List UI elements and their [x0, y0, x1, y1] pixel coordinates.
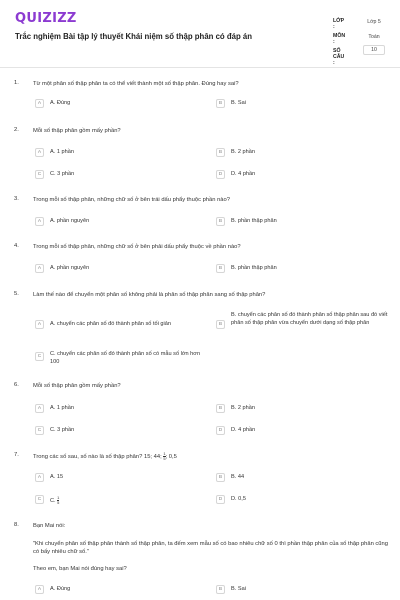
option-text: B. phần thập phân	[231, 218, 277, 224]
option-letter: B	[216, 148, 225, 157]
question-text-before: Trong các số sau, số nào là số thập phân? 15; 44;	[33, 454, 162, 461]
option-letter: A	[35, 585, 44, 594]
option-letter: A	[35, 473, 44, 482]
header-divider	[0, 67, 400, 68]
option-letter: A	[35, 264, 44, 273]
option-letter: A	[35, 404, 44, 413]
option-letter: C	[35, 426, 44, 435]
question-text: Mỗi số thập phân gồm mấy phần?	[33, 383, 121, 389]
meta-count-label: SỐ CÂU :	[333, 48, 345, 66]
question-quote: "Khi chuyển phân số thập phân thành số thập phân, ta đếm xem mẫu số có bao nhiêu chữ số 0 thì phần thập phân của số thập phân cũng có bấy nhiêu chữ số."	[33, 541, 388, 555]
question-number: 3.	[14, 196, 19, 202]
meta-subject-value: Toán	[368, 34, 380, 40]
question-text	[33, 452, 388, 461]
option-c-label: C.	[50, 497, 56, 504]
option-text: B. Sai	[231, 100, 246, 106]
question-number: 1.	[14, 80, 19, 86]
question-number: 5.	[14, 291, 19, 297]
option-letter: B	[216, 264, 225, 273]
fraction	[57, 496, 59, 505]
worksheet-title: Trắc nghiệm Bài tập lý thuyết Khái niệm số thập phân có đáp án	[15, 32, 252, 41]
option-letter: B	[216, 217, 225, 226]
option-text: C. chuyển các phân số đó thành phân số có mẫu số lớn hơn 100	[50, 351, 201, 365]
option-text: A. 1 phần	[50, 405, 74, 411]
option-text: A. phần nguyên	[50, 265, 90, 271]
meta-grade-label: LỚP :	[333, 18, 344, 30]
question-text: Làm thế nào để chuyển một phân số không phải là phân số thập phân sang số thập phân?	[33, 292, 266, 298]
question-text: Mỗi số thập phân gồm mấy phần?	[33, 128, 121, 134]
option-text: D. 4 phần	[231, 171, 256, 177]
option-text: C. 3 phần	[50, 427, 75, 433]
meta-count-value: 10	[363, 45, 385, 55]
quizizz-logo: QUIZIZZ	[15, 11, 77, 26]
option-text: A. Đúng	[50, 586, 71, 592]
worksheet-header	[0, 0, 400, 66]
option-letter: B	[216, 585, 225, 594]
option-text: A. Đúng	[50, 100, 71, 106]
option-letter: A	[35, 148, 44, 157]
option-text: D. 4 phần	[231, 427, 256, 433]
question-text: Trong mỗi số thập phân, những chữ số ở bên trái dấu phẩy thuộc phần nào?	[33, 197, 230, 203]
question-number: 4.	[14, 243, 19, 249]
option-text: A. 15	[50, 474, 64, 480]
option-text: A. 1 phần	[50, 149, 74, 155]
question-prompt: Theo em, bạn Mai nói đúng hay sai?	[33, 566, 127, 572]
option-text: B. 2 phần	[231, 405, 255, 411]
fraction-numerator: 1	[163, 451, 166, 456]
option-letter: B	[216, 320, 225, 329]
option-letter: A	[35, 99, 44, 108]
option-text: A. chuyển các phân số đó thành phân số tối giản	[50, 321, 171, 327]
option-letter: B	[216, 404, 225, 413]
question-number: 8.	[14, 522, 19, 528]
option-text: A. phần nguyên	[50, 218, 90, 224]
option-letter: D	[216, 495, 225, 504]
option-letter: B	[216, 473, 225, 482]
question-text: Trong mỗi số thập phân, những chữ số ở bên phải dấu phẩy thuộc về phần nào?	[33, 244, 241, 250]
option-text	[50, 496, 200, 505]
option-letter: A	[35, 320, 44, 329]
question-text: Từ một phân số thập phân ta có thể viết thành một số thập phân. Đúng hay sai?	[33, 81, 239, 87]
fraction-numerator: 1	[57, 495, 60, 500]
option-letter: A	[35, 217, 44, 226]
option-text: D. 0,5	[231, 496, 246, 502]
meta-subject-label: MÔN :	[333, 33, 346, 45]
meta-grade-value: Lớp 5	[367, 19, 381, 25]
fraction-denominator: 5	[163, 456, 166, 461]
question-number: 2.	[14, 127, 19, 133]
option-letter: B	[216, 99, 225, 108]
question-number: 7.	[14, 452, 19, 458]
question-number: 6.	[14, 382, 19, 388]
option-letter: D	[216, 426, 225, 435]
fraction-denominator: 5	[57, 500, 60, 505]
option-letter: C	[35, 352, 44, 361]
option-letter: C	[35, 170, 44, 179]
option-letter: C	[35, 495, 44, 504]
option-text: C. 3 phần	[50, 171, 75, 177]
option-letter: D	[216, 170, 225, 179]
option-text: B. 2 phần	[231, 149, 255, 155]
option-text: B. phần thập phân	[231, 265, 277, 271]
option-text: B. chuyển các phân số đó thành phân số thập phân sau đó viết phân số thập phân vừa chuyển dưới dạng số thập phân	[231, 312, 388, 326]
question-text-after: ; 0,5	[165, 454, 177, 461]
question-text: Bạn Mai nói:	[33, 523, 66, 529]
option-text: B. Sai	[231, 586, 246, 592]
option-text: B. 44	[231, 474, 245, 480]
